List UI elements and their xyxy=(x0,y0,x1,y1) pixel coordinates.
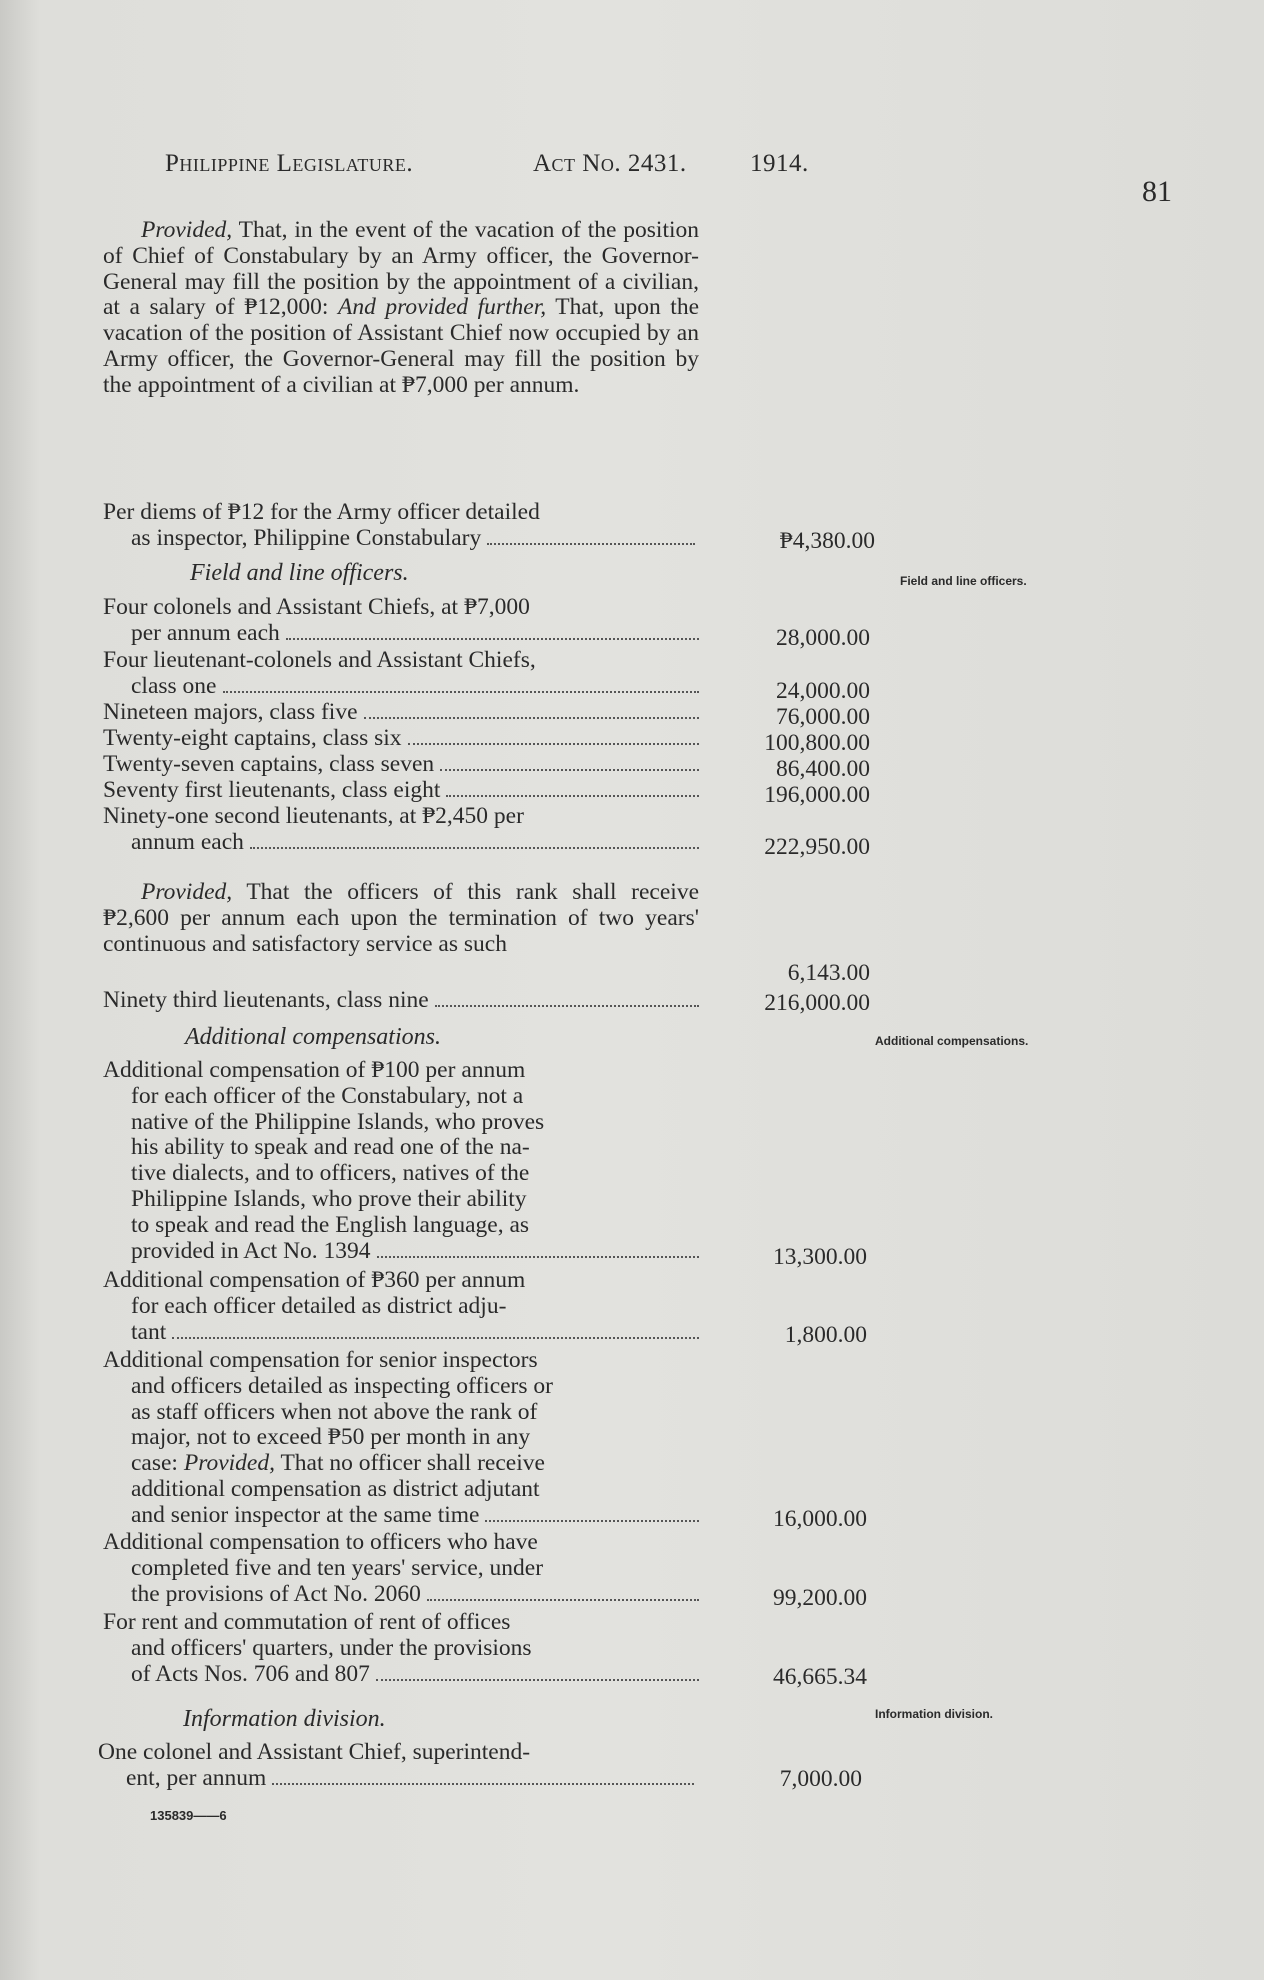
leader-dots xyxy=(435,1005,699,1007)
field-margin-note: Field and line officers. xyxy=(900,574,1027,588)
amount-majors: 76,000.00 xyxy=(776,704,870,730)
proviso-text: That, in the event of the vacation of the position of Chief of Constabulary by an Army officer, the Governor-General may fill the position by the appointment of a civilian, at a salary of ₱12,000: xyxy=(103,217,699,321)
amount-captains-seven: 86,400.00 xyxy=(776,756,870,782)
leader-dots xyxy=(364,717,700,719)
per-diems-item xyxy=(103,500,699,552)
item-line: tant xyxy=(131,1318,167,1345)
amount-rent: 46,665.34 xyxy=(773,1664,867,1690)
additional-heading: Additional compensations. xyxy=(185,1024,441,1050)
item-line: provided in Act No. 1394 xyxy=(131,1237,371,1264)
leader-dots xyxy=(272,1783,694,1785)
additional-item-dialects xyxy=(103,1058,703,1264)
case-prefix: case: xyxy=(131,1450,184,1477)
item-line: Twenty-seven captains, class seven xyxy=(103,751,435,777)
field-item-captains-seven xyxy=(103,752,703,778)
item-line: Twenty-eight captains, class six xyxy=(103,725,402,751)
header-year: 1914. xyxy=(750,150,809,177)
amount-superintendent: 7,000.00 xyxy=(779,1766,862,1792)
item-line: native of the Philippine Islands, who proves xyxy=(131,1108,545,1135)
leader-dots xyxy=(286,638,699,640)
info-item-superintendent xyxy=(98,1740,698,1792)
field-item-colonels xyxy=(103,595,703,647)
additional-margin-note: Additional compensations. xyxy=(875,1034,1029,1048)
proviso-rank-text: That the officers of this rank shall receive ₱2,600 per annum each upon the termination of two years' continuous and satisfactory service as such xyxy=(103,879,699,957)
running-header xyxy=(165,150,825,186)
proviso-rank-paragraph xyxy=(103,880,699,957)
header-legislature: Philippine Legislature. xyxy=(165,150,414,177)
item-line: of Acts Nos. 706 and 807 xyxy=(131,1660,370,1687)
info-margin-note: Information division. xyxy=(875,1707,994,1721)
amount-proviso-rank: 6,143.00 xyxy=(787,960,870,986)
field-item-captains-six xyxy=(103,726,703,752)
leader-dots xyxy=(487,543,695,545)
item-line: tive dialects, and to officers, natives of the xyxy=(131,1160,530,1187)
item-line: Ninety-one second lieutenants, at ₱2,450 per xyxy=(103,803,524,829)
amount-lt-colonels: 24,000.00 xyxy=(776,678,870,704)
item-line: per annum each xyxy=(131,619,280,646)
amount-service: 99,200.00 xyxy=(773,1585,867,1611)
item-line: completed five and ten years' service, under xyxy=(131,1554,544,1581)
additional-item-adjutant xyxy=(103,1268,703,1345)
item-line: and officers' quarters, under the provisions xyxy=(131,1634,532,1661)
leader-dots xyxy=(250,847,699,849)
footer-print-code: 135839——6 xyxy=(150,1808,227,1823)
item-line: Additional compensation to officers who have xyxy=(103,1529,538,1555)
item-line: and senior inspector at the same time xyxy=(131,1501,480,1528)
amount-adjutant: 1,800.00 xyxy=(784,1322,867,1348)
item-line: Additional compensation of ₱360 per annum xyxy=(103,1267,526,1293)
additional-item-rent xyxy=(103,1610,703,1687)
field-item-third-lts xyxy=(103,988,703,1014)
item-line: One colonel and Assistant Chief, superintend- xyxy=(98,1739,531,1765)
amount-dialects: 13,300.00 xyxy=(773,1244,867,1270)
amount-first-lts: 196,000.00 xyxy=(764,782,870,808)
proviso-further-italic: And provided further, xyxy=(338,294,547,321)
additional-item-inspectors xyxy=(103,1348,703,1529)
field-heading: Field and line officers. xyxy=(190,560,409,586)
item-line: his ability to speak and read one of the na- xyxy=(131,1134,530,1161)
info-heading: Information division. xyxy=(183,1706,386,1732)
page-number: 81 xyxy=(1142,175,1172,208)
item-line xyxy=(131,1451,545,1477)
item-line: Seventy first lieutenants, class eight xyxy=(103,777,441,803)
proviso-italic: Provided, xyxy=(141,217,233,243)
proviso-italic: Provided, xyxy=(183,1450,275,1477)
item-line: additional compensation as district adjutant xyxy=(131,1475,540,1502)
proviso-text-2: That, upon the vacation of the position of Assistant Chief now occupied by an Army officer, the Governor-General may fill the position by the appointment of a civilian at ₱7,000 per annum. xyxy=(103,294,699,398)
item-line: for each officer detailed as district adju- xyxy=(131,1292,507,1319)
item-line: and officers detailed as inspecting officers or xyxy=(131,1372,553,1399)
leader-dots xyxy=(408,743,699,745)
item-line: Additional compensation of ₱100 per annum xyxy=(103,1057,526,1083)
item-line: ent, per annum xyxy=(126,1764,267,1791)
item-line: class one xyxy=(131,672,217,699)
amount-third-lts: 216,000.00 xyxy=(764,990,870,1016)
item-line: Four colonels and Assistant Chiefs, at ₱7,000 xyxy=(103,594,530,620)
per-diems-line-2: as inspector, Philippine Constabulary xyxy=(131,524,482,551)
proviso-paragraph xyxy=(103,218,699,399)
header-act: Act No. 2431. xyxy=(533,150,687,177)
leader-dots xyxy=(377,1256,699,1258)
item-line: for each officer of the Constabulary, not a xyxy=(131,1082,524,1109)
leader-dots xyxy=(427,1599,699,1601)
item-line: Nineteen majors, class five xyxy=(103,699,358,725)
item-line: For rent and commutation of rent of offices xyxy=(103,1609,511,1635)
field-item-lt-colonels xyxy=(103,648,703,700)
per-diems-line-1: Per diems of ₱12 for the Army officer detailed xyxy=(103,499,540,525)
case-rest: That no officer shall receive xyxy=(275,1450,545,1477)
leader-dots xyxy=(376,1679,699,1681)
proviso-italic: Provided, xyxy=(141,879,233,905)
field-item-first-lts xyxy=(103,778,703,804)
leader-dots xyxy=(440,769,699,771)
additional-item-service xyxy=(103,1530,703,1607)
item-line: Philippine Islands, who prove their ability xyxy=(131,1185,527,1212)
item-line: Four lieutenant-colonels and Assistant Chiefs, xyxy=(103,647,536,673)
item-line: annum each xyxy=(131,828,244,855)
leader-dots xyxy=(223,691,700,693)
leader-dots xyxy=(485,1520,699,1522)
item-line: as staff officers when not above the rank of xyxy=(131,1398,538,1425)
per-diems-amount: ₱4,380.00 xyxy=(779,528,875,554)
item-line: to speak and read the English language, as xyxy=(131,1211,530,1238)
item-line: Ninety third lieutenants, class nine xyxy=(103,987,429,1013)
field-item-majors xyxy=(103,700,703,726)
leader-dots xyxy=(446,795,699,797)
item-line: the provisions of Act No. 2060 xyxy=(131,1580,421,1607)
amount-captains-six: 100,800.00 xyxy=(764,730,870,756)
amount-second-lts: 222,950.00 xyxy=(764,834,870,860)
amount-inspectors: 16,000.00 xyxy=(773,1506,867,1532)
field-item-second-lts xyxy=(103,804,703,856)
leader-dots xyxy=(172,1337,699,1339)
item-line: major, not to exceed ₱50 per month in any xyxy=(131,1424,531,1451)
item-line: Additional compensation for senior inspectors xyxy=(103,1347,538,1373)
amount-colonels: 28,000.00 xyxy=(776,625,870,651)
